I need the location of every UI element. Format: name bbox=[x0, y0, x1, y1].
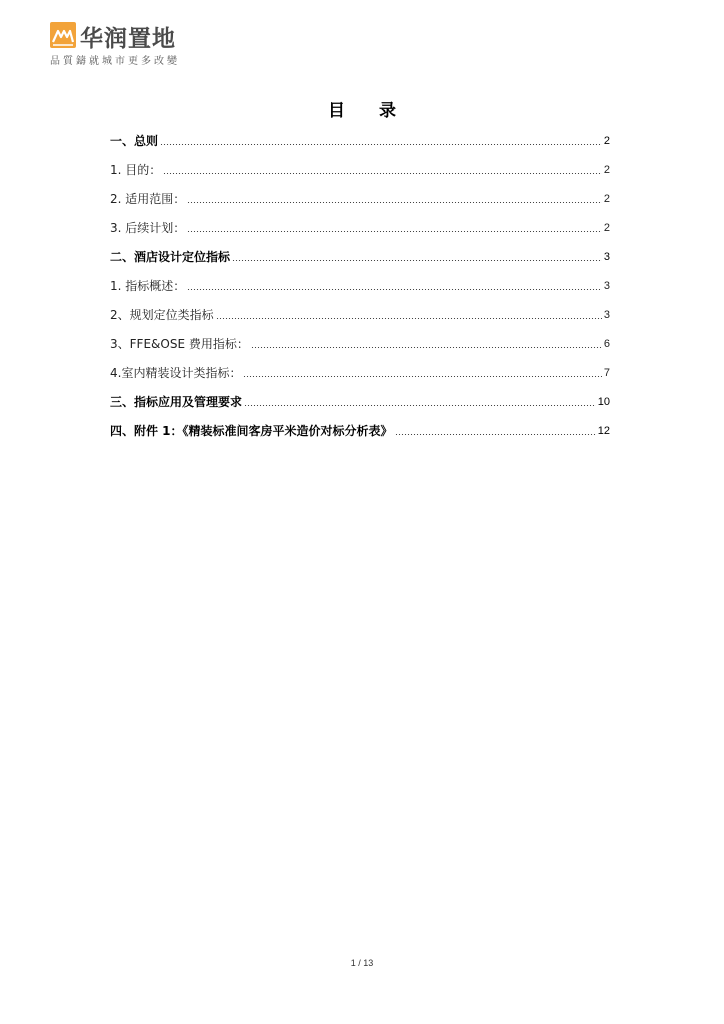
toc-entry-title: 3、FFE&OSE 费用指标： bbox=[110, 337, 249, 351]
toc-entry-page: 3 bbox=[603, 251, 610, 263]
toc-entry-title: 1. 目的： bbox=[110, 163, 162, 177]
toc-entry[interactable] bbox=[110, 159, 610, 177]
toc-entry-page: 2 bbox=[603, 135, 610, 147]
toc-entry[interactable] bbox=[110, 420, 610, 438]
toc-leader-dots bbox=[187, 289, 602, 290]
toc-entry-page: 3 bbox=[603, 309, 610, 321]
toc-entry[interactable] bbox=[110, 304, 610, 322]
toc-entry[interactable] bbox=[110, 362, 610, 380]
toc-entry[interactable] bbox=[110, 246, 610, 264]
toc-leader-dots bbox=[244, 405, 596, 406]
toc-entry[interactable] bbox=[110, 275, 610, 293]
toc-entry-title: 1. 指标概述： bbox=[110, 279, 186, 293]
toc-entry-title: 一、总则 bbox=[110, 134, 159, 148]
toc-entry[interactable] bbox=[110, 333, 610, 351]
page-title: 目 录 bbox=[328, 101, 410, 121]
toc-entry-page: 7 bbox=[603, 367, 610, 379]
toc-entry-title: 4.室内精装设计类指标： bbox=[110, 366, 242, 380]
toc-entry-title: 二、酒店设计定位指标 bbox=[110, 250, 231, 264]
toc-leader-dots bbox=[395, 434, 596, 435]
toc-leader-dots bbox=[187, 202, 602, 203]
toc-leader-dots bbox=[163, 173, 602, 174]
toc-leader-dots bbox=[243, 376, 601, 377]
company-slogan: 品質鑄就城市更多改變 bbox=[50, 56, 180, 67]
toc-entry-page: 6 bbox=[603, 338, 610, 350]
toc-entry-title: 3. 后续计划： bbox=[110, 221, 186, 235]
toc-entry-title: 四、附件 1：《精装标准间客房平米造价对标分析表》 bbox=[110, 424, 393, 438]
toc-entry[interactable] bbox=[110, 188, 610, 206]
company-logo-icon bbox=[50, 22, 76, 48]
toc-leader-dots bbox=[232, 260, 602, 261]
toc-leader-dots bbox=[216, 318, 602, 319]
toc-entry-page: 2 bbox=[603, 222, 610, 234]
toc-entry[interactable] bbox=[110, 217, 610, 235]
toc-entry[interactable] bbox=[110, 130, 610, 148]
toc-entry-page: 12 bbox=[597, 425, 610, 437]
toc-leader-dots bbox=[160, 144, 602, 145]
toc-entry-title: 2. 适用范围： bbox=[110, 192, 186, 206]
toc-entry-title: 2、规划定位类指标 bbox=[110, 308, 214, 322]
company-logo bbox=[50, 22, 250, 68]
toc-leader-dots bbox=[187, 231, 602, 232]
toc-entry-page: 2 bbox=[603, 193, 610, 205]
toc-entry-page: 10 bbox=[597, 396, 610, 408]
toc-entry[interactable] bbox=[110, 391, 610, 409]
toc-entry-page: 2 bbox=[603, 164, 610, 176]
company-name: 华润置地 bbox=[80, 26, 176, 52]
toc-entry-title: 三、指标应用及管理要求 bbox=[110, 395, 243, 409]
page-number: 1 / 13 bbox=[350, 958, 374, 968]
toc-entry-page: 3 bbox=[603, 280, 610, 292]
toc-leader-dots bbox=[251, 347, 602, 348]
